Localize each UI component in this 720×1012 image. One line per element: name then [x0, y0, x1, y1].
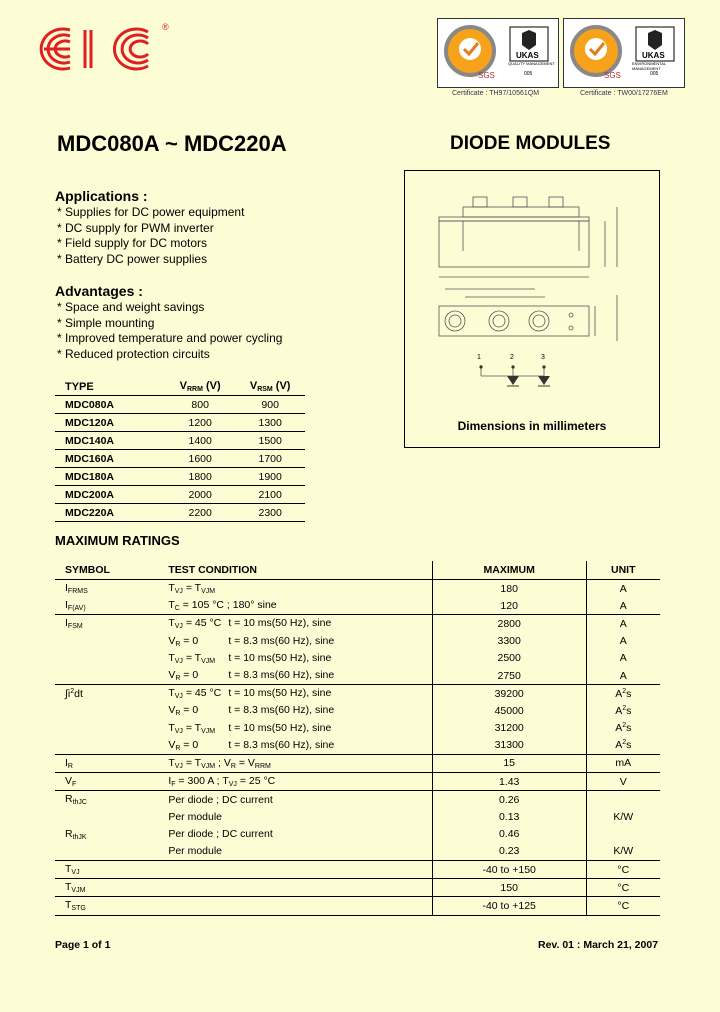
registered-mark: ®	[162, 22, 169, 32]
applications-heading: Applications :	[55, 188, 148, 204]
cert-caption-1: Certificate : TH97/10561QM	[452, 90, 540, 97]
symbol-cell	[55, 702, 166, 719]
maximum-cell: 3300	[432, 633, 586, 650]
condition-cell: $T_C = 105$ °C ; 180° sine	[168, 599, 277, 613]
maximum-cell: 31200	[432, 720, 586, 737]
condition-cell: $T_{VJ} = T_{VJM}$ ; $V_R = V_{RRM}$	[166, 754, 432, 772]
maximum-cell: -40 to +150	[432, 861, 586, 879]
list-item: * Space and weight savings	[57, 300, 205, 314]
unit-cell: $A^2s$	[586, 720, 660, 737]
table-row	[55, 702, 660, 719]
unit-cell: A	[586, 597, 660, 615]
table-row	[55, 879, 660, 897]
unit-cell: $A^2s$	[586, 702, 660, 719]
condition-cell: Per diode ; DC current	[166, 791, 432, 809]
ukas-code-1: 005	[524, 71, 533, 77]
maximum-cell: -40 to +125	[432, 897, 586, 915]
unit-cell: $A^2s$	[586, 737, 660, 755]
list-item: * DC supply for PWM inverter	[57, 220, 214, 235]
condition-cell	[166, 879, 432, 897]
unit-cell: A	[586, 615, 660, 633]
table-row	[55, 615, 660, 633]
symbol-cell	[55, 808, 166, 825]
cert-badge-2	[563, 18, 685, 88]
symbol-cell	[55, 843, 166, 861]
table-row	[55, 667, 660, 685]
table-row	[55, 826, 660, 843]
maximum-cell: 15	[432, 754, 586, 772]
table-row	[55, 861, 660, 879]
maximum-cell: 0.13	[432, 808, 586, 825]
ukas-label-2: UKAS	[642, 51, 665, 60]
condition-cell: Per module	[168, 845, 223, 858]
table-row: MDC200A 2000 2100	[55, 486, 305, 504]
maximum-cell: 0.46	[432, 826, 586, 843]
table-row	[55, 597, 660, 615]
table-row: MDC220A 2200 2300	[55, 504, 305, 522]
types-table	[55, 378, 305, 522]
condition-cell: $T_{VJ} = 45$ °C t = 10 ms(50 Hz), sine	[166, 685, 432, 703]
ukas-code-2: 005	[650, 71, 659, 77]
unit-cell	[586, 826, 660, 843]
condition-cell: $V_R = 0$ t = 8.3 ms(60 Hz), sine	[168, 634, 335, 648]
maximum-cell: 0.23	[432, 843, 586, 861]
maximum-cell: 39200	[432, 685, 586, 703]
max-ratings-heading: MAXIMUM RATINGS	[55, 533, 180, 548]
page-title: MDC080A ~ MDC220A	[57, 131, 287, 156]
symbol-cell: $\int i^2dt$	[55, 685, 166, 703]
condition-cell: $I_F = 300$ A ; $T_{VJ} = 25$ °C	[166, 773, 432, 791]
table-row: MDC160A 1600 1700	[55, 450, 305, 468]
ukas-label-1: UKAS	[516, 51, 539, 60]
condition-cell: Per module	[168, 811, 223, 824]
applications-list	[57, 205, 244, 267]
symbol-cell: $V_F$	[55, 773, 166, 791]
table-row	[55, 808, 660, 825]
table-row	[55, 633, 660, 650]
symbol-cell: $T_{STG}$	[55, 897, 166, 915]
table-header-row	[55, 561, 660, 580]
maximum-cell: 180	[432, 580, 586, 598]
symbol-cell: $R_{thJK}$	[65, 827, 87, 841]
unit-cell: $A^2s$	[586, 685, 660, 703]
symbol-cell: $T_{VJ}$	[55, 861, 166, 879]
symbol-cell	[55, 720, 166, 737]
table-row: MDC180A 1800 1900	[55, 468, 305, 486]
table-row	[55, 773, 660, 791]
table-row	[55, 843, 660, 861]
condition-cell: $T_{VJ} = 45$ °C t = 10 ms(50 Hz), sine	[166, 615, 432, 633]
table-row	[55, 720, 660, 737]
table-header-row	[55, 378, 305, 396]
condition-cell: $V_R = 0$ t = 8.3 ms(60 Hz), sine	[168, 704, 335, 718]
table-row: MDC120A 1200 1300	[55, 414, 305, 432]
list-item: * Simple mounting	[57, 315, 155, 330]
symbol-cell	[55, 650, 166, 667]
unit-cell: K/W	[586, 843, 660, 861]
maximum-cell: 0.26	[432, 791, 586, 809]
maximum-cell: 120	[432, 597, 586, 615]
list-item: * Field supply for DC motors	[57, 236, 208, 250]
diagram-caption: Dimensions in millimeters	[457, 419, 607, 433]
unit-cell: A	[586, 667, 660, 685]
table-row	[55, 897, 660, 915]
table-row	[55, 685, 660, 703]
symbol-cell: $I_{FSM}$	[55, 615, 166, 633]
condition-cell: $T_{VJ} = T_{VJM}$ t = 10 ms(50 Hz), sine	[168, 651, 332, 665]
maximum-cell: 2750	[432, 667, 586, 685]
symbol-cell: $T_{VJM}$	[55, 879, 166, 897]
symbol-cell	[55, 633, 166, 650]
col-unit: UNIT	[586, 561, 660, 580]
max-ratings-table	[55, 561, 660, 916]
condition-cell: $V_R = 0$ t = 8.3 ms(60 Hz), sine	[168, 669, 335, 683]
condition-cell	[166, 861, 432, 879]
col-maximum: MAXIMUM	[432, 561, 586, 580]
table-row	[55, 737, 660, 755]
condition-cell: $V_R = 0$ t = 8.3 ms(60 Hz), sine	[168, 738, 335, 752]
maximum-cell: 150	[432, 879, 586, 897]
table-row	[55, 791, 660, 809]
sgs-label-2: SGS	[604, 71, 621, 80]
col-vrsm: $V_{RSM}$ (V)	[235, 378, 305, 396]
table-row	[55, 580, 660, 598]
ukas-sub-2: ENVIRONMENTAL MANAGEMENT	[632, 61, 667, 71]
advantages-heading: Advantages :	[55, 283, 143, 299]
unit-cell: °C	[586, 879, 660, 897]
symbol-cell	[55, 737, 166, 755]
col-vrrm: $V_{RRM}$ (V)	[165, 378, 235, 396]
dimension-diagram	[404, 170, 660, 448]
pin-label-2: 2	[510, 354, 514, 361]
ukas-sub-1: QUALITY MANAGEMENT	[508, 61, 555, 66]
page-subtitle: DIODE MODULES	[450, 133, 611, 154]
unit-cell: °C	[586, 861, 660, 879]
unit-cell: mA	[586, 754, 660, 772]
col-type: TYPE	[55, 378, 165, 396]
maximum-cell: 31300	[432, 737, 586, 755]
pin-label-3: 3	[541, 354, 545, 361]
list-item: * Reduced protection circuits	[57, 346, 210, 361]
condition-cell: $T_{VJ} = T_{VJM}$ t = 10 ms(50 Hz), sine	[168, 721, 332, 735]
advantages-list	[57, 300, 282, 362]
condition-cell	[166, 897, 432, 915]
maximum-cell: 1.43	[432, 773, 586, 791]
table-row: MDC140A 1400 1500	[55, 432, 305, 450]
symbol-cell: $R_{thJC}$	[55, 791, 166, 809]
list-item: * Improved temperature and power cycling	[57, 331, 283, 345]
list-item: * Supplies for DC power equipment	[57, 205, 245, 219]
symbol-cell: $I_R$	[55, 754, 166, 772]
pin-label-1: 1	[477, 354, 481, 361]
unit-cell: A	[586, 580, 660, 598]
page-number: Page 1 of 1	[55, 939, 111, 951]
condition-cell: Per diode ; DC current	[168, 828, 273, 841]
maximum-cell: 2800	[432, 615, 586, 633]
table-row	[55, 754, 660, 772]
cert-caption-2: Certificate : TW00/17276EM	[580, 90, 668, 97]
maximum-cell: 2500	[432, 650, 586, 667]
table-row: MDC080A 800 900	[55, 396, 305, 414]
condition-cell: $T_{VJ} = T_{VJM}$	[168, 582, 216, 596]
col-symbol: SYMBOL	[55, 561, 166, 580]
unit-cell: A	[586, 650, 660, 667]
table-row	[55, 650, 660, 667]
symbol-cell: $I_{F(AV)}$	[65, 599, 86, 613]
symbol-cell	[55, 667, 166, 685]
module-drawing	[405, 171, 659, 411]
sgs-label-1: SGS	[478, 71, 495, 80]
cert-badge-1	[437, 18, 559, 88]
revision-date: Rev. 01 : March 21, 2007	[538, 939, 659, 951]
list-item: * Battery DC power supplies	[57, 251, 208, 266]
unit-cell: °C	[586, 897, 660, 915]
unit-cell: K/W	[586, 808, 660, 825]
col-condition: TEST CONDITION	[166, 561, 432, 580]
maximum-cell: 45000	[432, 702, 586, 719]
unit-cell	[586, 791, 660, 809]
unit-cell: A	[586, 633, 660, 650]
eic-logo	[30, 24, 160, 74]
unit-cell: V	[586, 773, 660, 791]
symbol-cell: $I_{FRMS}$	[65, 582, 88, 596]
